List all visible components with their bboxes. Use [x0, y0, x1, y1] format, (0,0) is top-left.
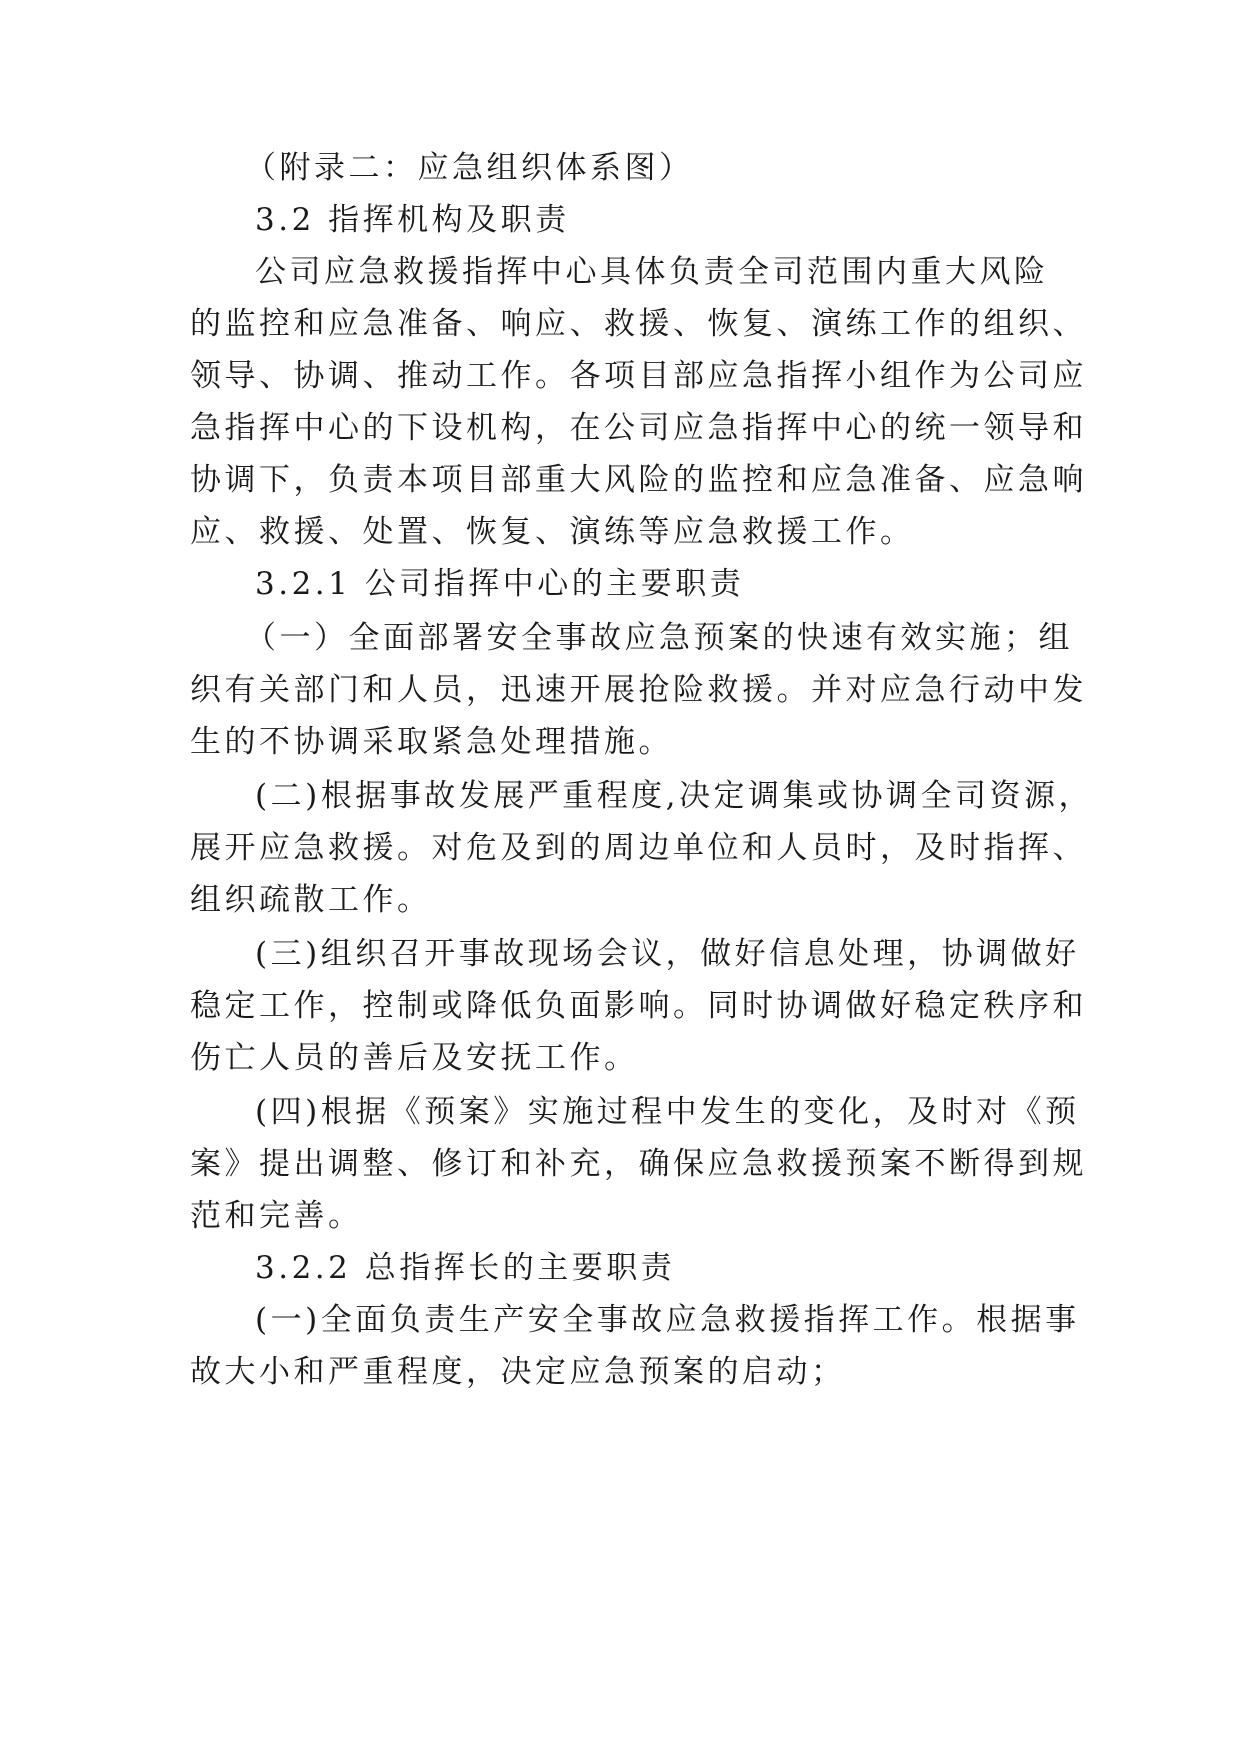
section-heading-3-2: 3.2 指挥机构及职责 [255, 202, 570, 238]
paragraph-line: （一）全面部署安全事故应急预案的快速有效实施；组 [245, 620, 1073, 656]
paragraph-line: (二)根据事故发展严重程度,决定调集或协调全司资源， [255, 778, 1094, 814]
paragraph-line: 稳定工作，控制或降低负面影响。同时协调做好稳定秩序和 [190, 988, 1087, 1024]
paragraph-line: 协调下，负责本项目部重大风险的监控和应急准备、应急响 [190, 462, 1087, 498]
paragraph-line: 故大小和严重程度，决定应急预案的启动； [190, 1354, 846, 1390]
paragraph-line: (一)全面负责生产安全事故应急救援指挥工作。根据事 [255, 1302, 1080, 1338]
paragraph-line: 织有关部门和人员，迅速开展抢险救援。并对应急行动中发 [190, 672, 1087, 708]
paragraph-line: 应、救援、处置、恢复、演练等应急救援工作。 [190, 514, 915, 550]
appendix-reference: （附录二：应急组织体系图） [245, 150, 694, 186]
paragraph-line: 公司应急救援指挥中心具体负责全司范围内重大风险 [255, 254, 1049, 290]
paragraph-line: (四)根据《预案》实施过程中发生的变化，及时对《预 [255, 1094, 1080, 1130]
paragraph-line: 范和完善。 [190, 1198, 363, 1234]
section-heading-3-2-2: 3.2.2 总指挥长的主要职责 [255, 1250, 676, 1286]
paragraph-line: 组织疏散工作。 [190, 882, 432, 918]
paragraph-line: 领导、协调、推动工作。各项目部应急指挥小组作为公司应 [190, 358, 1087, 394]
paragraph-line: 急指挥中心的下设机构，在公司应急指挥中心的统一领导和 [190, 410, 1087, 446]
paragraph-line: 生的不协调采取紧急处理措施。 [190, 724, 673, 760]
paragraph-line: 展开应急救援。对危及到的周边单位和人员时，及时指挥、 [190, 830, 1087, 866]
paragraph-line: 伤亡人员的善后及安抚工作。 [190, 1040, 639, 1076]
paragraph-line: (三)组织召开事故现场会议，做好信息处理，协调做好 [255, 936, 1080, 972]
section-heading-3-2-1: 3.2.1 公司指挥中心的主要职责 [255, 566, 745, 602]
paragraph-line: 的监控和应急准备、响应、救援、恢复、演练工作的组织、 [190, 306, 1087, 342]
paragraph-line: 案》提出调整、修订和补充，确保应急救援预案不断得到规 [190, 1146, 1087, 1182]
